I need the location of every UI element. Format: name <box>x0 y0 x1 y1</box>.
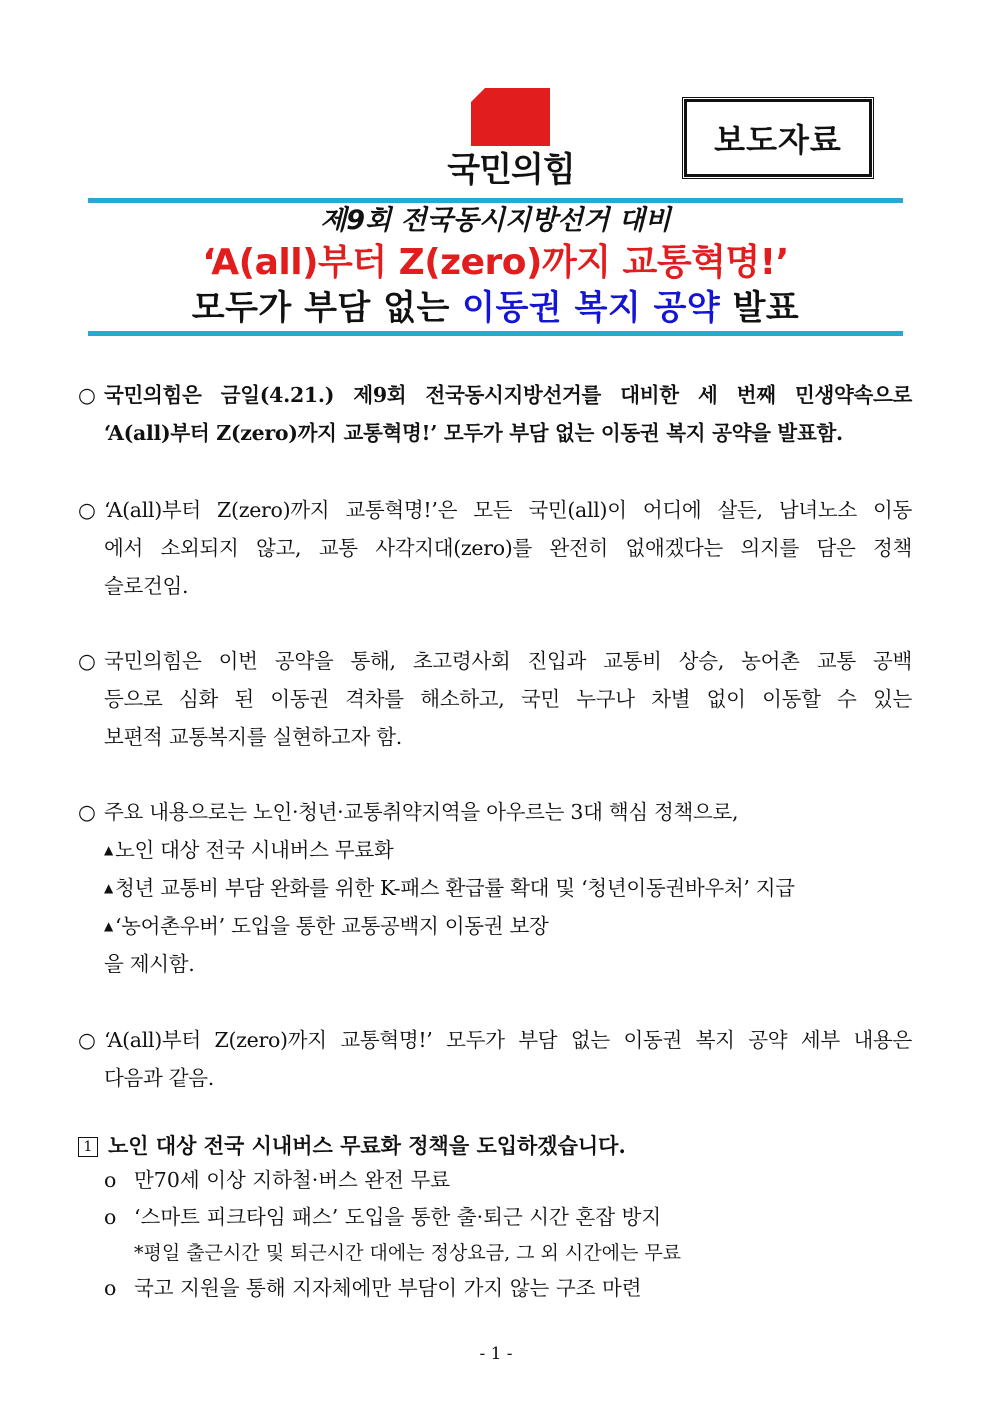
item-circle-icon: ο <box>104 1205 117 1229</box>
paragraph-4 <box>78 793 912 983</box>
paragraph-5-line-1: ‘A(all)부터 Z(zero)까지 교통혁명!’ 모두가 부담 없는 이동권 복지 공약 세부 내용은 <box>104 1028 912 1052</box>
item-circle-icon: ο <box>104 1168 117 1192</box>
title-line-3-highlight: 이동권 복지 공약 <box>462 288 721 328</box>
press-release-label: 보도자료 <box>682 97 874 179</box>
section-item-1: ο 만70세 이상 지하철·버스 완전 무료 <box>104 1162 904 1199</box>
title-rule-bottom <box>88 331 903 336</box>
policy-bullet-1: ▲노인 대상 전국 시내버스 무료화 <box>104 838 394 862</box>
section-1-title: 노인 대상 전국 시내버스 무료화 정책을 도입하겠습니다. <box>108 1133 626 1158</box>
paragraph-3-line-3: 보편적 교통복지를 실현하고자 함. <box>104 725 402 749</box>
triangle-bullet-icon: ▲ <box>104 843 113 857</box>
title-line-3-pre: 모두가 부담 없는 <box>191 288 463 328</box>
title-line-3 <box>88 286 903 330</box>
section-number-box: 1 <box>78 1137 98 1157</box>
policy-bullet-3: ▲‘농어촌우버’ 도입을 통한 교통공백지 이동권 보장 <box>104 914 549 938</box>
section-1-items <box>104 1162 904 1307</box>
section-item-3: ο 국고 지원을 통해 지자체에만 부담이 가지 않는 구조 마련 <box>104 1270 904 1307</box>
paragraph-4-line-2: 을 제시함. <box>104 952 195 976</box>
triangle-bullet-icon: ▲ <box>104 919 113 933</box>
bullet-circle-icon: ○ <box>78 800 96 824</box>
paragraph-1 <box>78 376 912 452</box>
paragraph-2 <box>78 491 912 605</box>
paragraph-3 <box>78 642 912 756</box>
page-number: - 1 - <box>479 1344 513 1364</box>
item-circle-icon: ο <box>104 1276 117 1300</box>
title-line-3-post: 발표 <box>720 288 800 328</box>
title-line-2: ‘A(all)부터 Z(zero)까지 교통혁명!’ <box>202 242 789 283</box>
paragraph-2-line-2: 에서 소외되지 않고, 교통 사각지대(zero)를 완전히 없애겠다는 의지를 담은 정책 <box>104 536 912 560</box>
bullet-circle-icon: ○ <box>78 383 96 407</box>
paragraph-1-line-1: 국민의힘은 금일(4.21.) 제9회 전국동시지방선거를 대비한 세 번째 민생약속으로 <box>104 383 912 407</box>
bullet-circle-icon: ○ <box>78 1028 96 1052</box>
paragraph-1-line-2: ‘A(all)부터 Z(zero)까지 교통혁명!’ 모두가 부담 없는 이동권 복지 공약을 발표함. <box>104 421 843 445</box>
paragraph-3-line-2: 등으로 심화 된 이동권 격차를 해소하고, 국민 누구나 차별 없이 이동할 수 있는 <box>104 687 912 711</box>
paragraph-5-line-2: 다음과 같음. <box>104 1066 214 1090</box>
paragraph-2-line-3: 슬로건임. <box>104 574 189 598</box>
bullet-circle-icon: ○ <box>78 498 96 522</box>
section-item-2: ο ‘스마트 피크타임 패스’ 도입을 통한 출·퇴근 시간 혼잡 방지 <box>104 1199 904 1236</box>
paragraph-4-line-1: 주요 내용으로는 노인·청년·교통취약지역을 아우르는 3대 핵심 정책으로, <box>104 800 739 824</box>
title-line-1: 제9회 전국동시지방선거 대비 <box>320 205 671 236</box>
paragraph-5 <box>78 1021 912 1097</box>
paragraph-3-line-1: 국민의힘은 이번 공약을 통해, 초고령사회 진입과 교통비 상승, 농어촌 교통 공백 <box>104 649 912 673</box>
section-1-heading <box>78 1128 912 1164</box>
party-logo-text: 국민의힘 <box>447 150 575 190</box>
bullet-circle-icon: ○ <box>78 649 96 673</box>
paragraph-2-line-1: ‘A(all)부터 Z(zero)까지 교통혁명!’은 모든 국민(all)이 어디에 살든, 남녀노소 이동 <box>104 498 912 522</box>
triangle-bullet-icon: ▲ <box>104 881 113 895</box>
section-item-2-note: *평일 출근시간 및 퇴근시간 대에는 정상요금, 그 외 시간에는 무료 <box>134 1242 682 1264</box>
party-logo-icon <box>471 88 550 146</box>
policy-bullet-2: ▲청년 교통비 부담 완화를 위한 K-패스 환급률 확대 및 ‘청년이동권바우처’ 지급 <box>104 876 795 900</box>
